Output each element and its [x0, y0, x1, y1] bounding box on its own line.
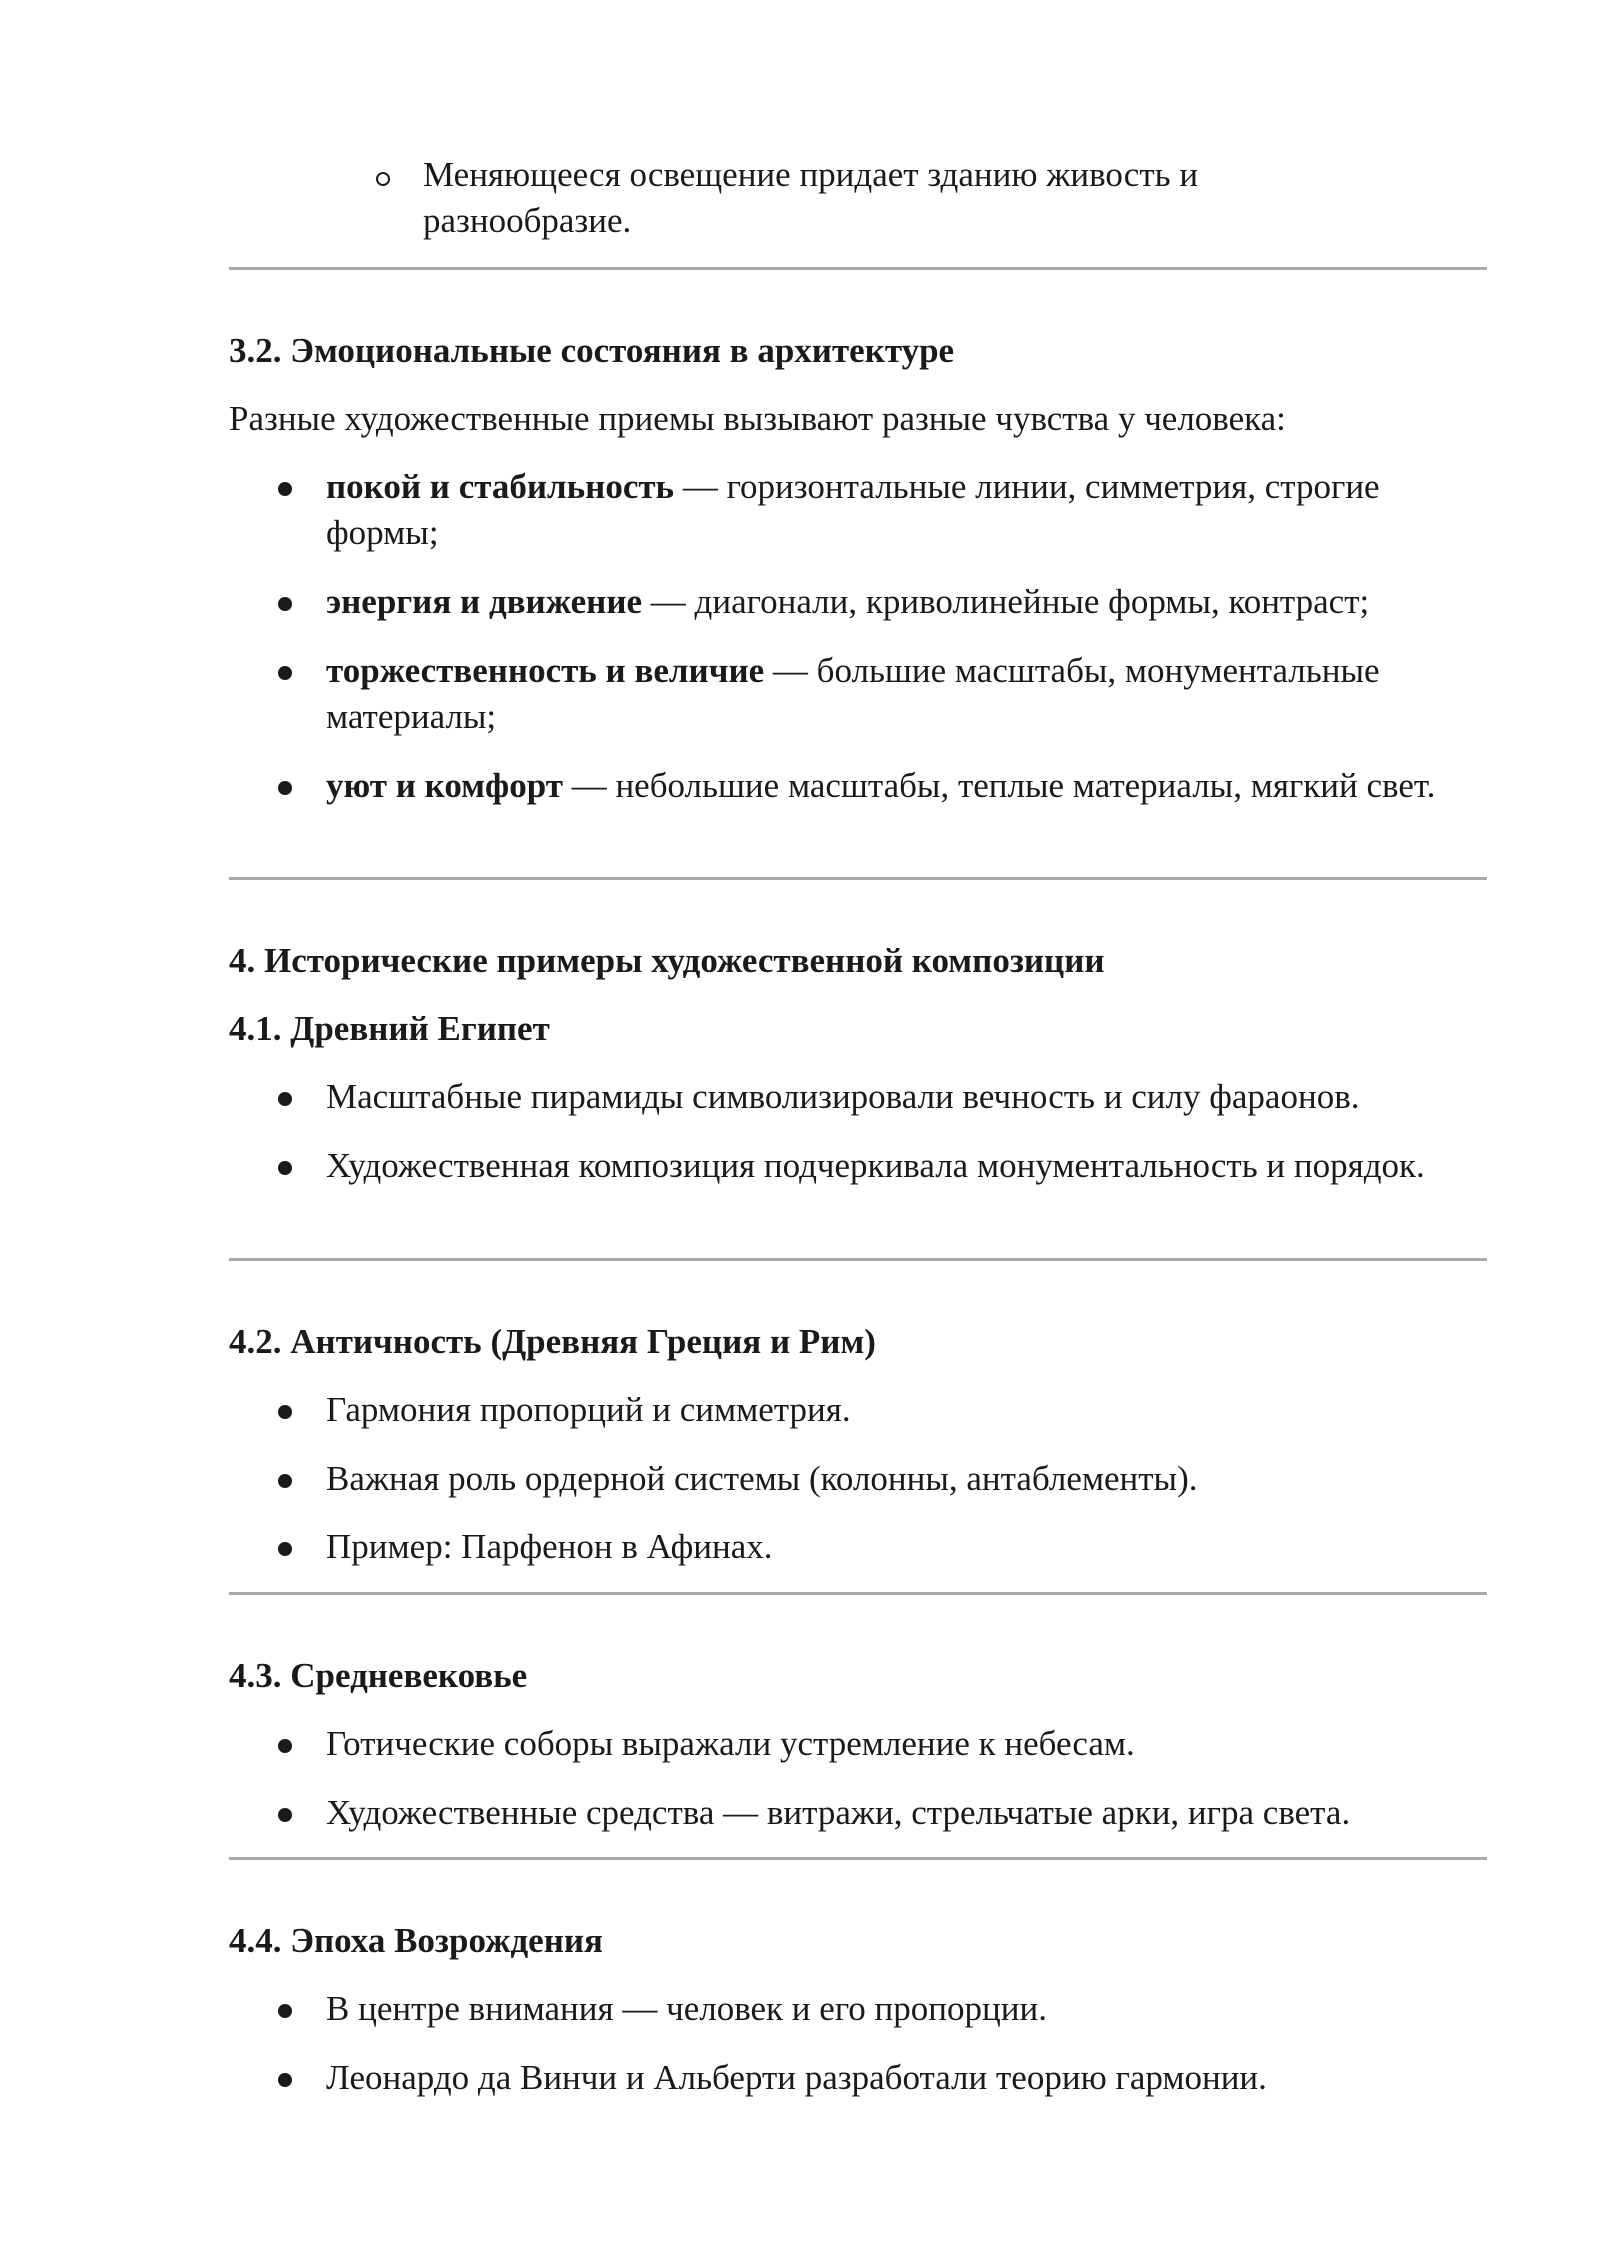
list-item-text: — горизонтальные линии, симметрия, строгие формы; [326, 467, 1380, 552]
sub-bullet-marker [376, 172, 390, 186]
list-item: Готические соборы выражали устремление к небесам. [326, 1724, 1135, 1763]
list-item-text: — небольшие масштабы, теплые материалы, мягкий свет. [562, 766, 1436, 805]
bullet-marker [278, 1474, 292, 1488]
list-item [326, 464, 1476, 556]
section-heading-4-3: 4.3. Средневековье [229, 1656, 528, 1695]
bullet-marker [278, 666, 292, 680]
bullet-marker [278, 1092, 292, 1106]
list-item: В центре внимания — человек и его пропорции. [326, 1989, 1047, 2028]
divider [229, 877, 1487, 880]
list-item [326, 579, 1476, 625]
bullet-marker [278, 2004, 292, 2018]
list-item: Гармония пропорций и симметрия. [326, 1390, 851, 1429]
bullet-marker [278, 1161, 292, 1175]
section-heading-4-4: 4.4. Эпоха Возрождения [229, 1921, 603, 1960]
list-item: Важная роль ордерной системы (колонны, антаблементы). [326, 1459, 1198, 1498]
list-item-term: торжественность и величие [326, 651, 765, 690]
section-heading-3-2: 3.2. Эмоциональные состояния в архитектуре [229, 331, 955, 370]
divider [229, 1258, 1487, 1261]
list-item [326, 763, 1476, 809]
section-heading-4: 4. Исторические примеры художественной композиции [229, 941, 1105, 980]
divider [229, 267, 1487, 270]
list-item-term: энергия и движение [326, 582, 643, 621]
list-item-term: уют и комфорт [326, 766, 563, 805]
bullet-marker [278, 2073, 292, 2087]
divider [229, 1592, 1487, 1595]
sub-list-item: Меняющееся освещение придает зданию живость и разнообразие. [423, 155, 1199, 240]
list-item-term: покой и стабильность [326, 467, 675, 506]
list-item: Художественная композиция подчеркивала монументальность и порядок. [326, 1146, 1425, 1185]
list-item: Масштабные пирамиды символизировали вечность и силу фараонов. [326, 1077, 1360, 1116]
bullet-marker [278, 1542, 292, 1556]
bullet-marker [278, 1808, 292, 1822]
section-intro: Разные художественные приемы вызывают разные чувства у человека: [229, 399, 1286, 438]
bullet-marker [278, 1405, 292, 1419]
list-item [326, 648, 1476, 740]
list-item: Художественные средства — витражи, стрельчатые арки, игра света. [326, 1793, 1351, 1832]
list-item-text: — диагонали, криволинейные формы, контраст; [642, 582, 1370, 621]
bullet-marker [278, 597, 292, 611]
list-item: Леонардо да Винчи и Альберти разработали теорию гармонии. [326, 2058, 1267, 2097]
bullet-marker [278, 1739, 292, 1753]
list-item-text: — большие масштабы, монументальные материалы; [326, 651, 1380, 736]
list-item: Пример: Парфенон в Афинах. [326, 1527, 773, 1566]
bullet-marker [278, 781, 292, 795]
divider [229, 1857, 1487, 1860]
section-heading-4-2: 4.2. Античность (Древняя Греция и Рим) [229, 1322, 876, 1361]
bullet-marker [278, 482, 292, 496]
section-heading-4-1: 4.1. Древний Египет [229, 1009, 550, 1048]
